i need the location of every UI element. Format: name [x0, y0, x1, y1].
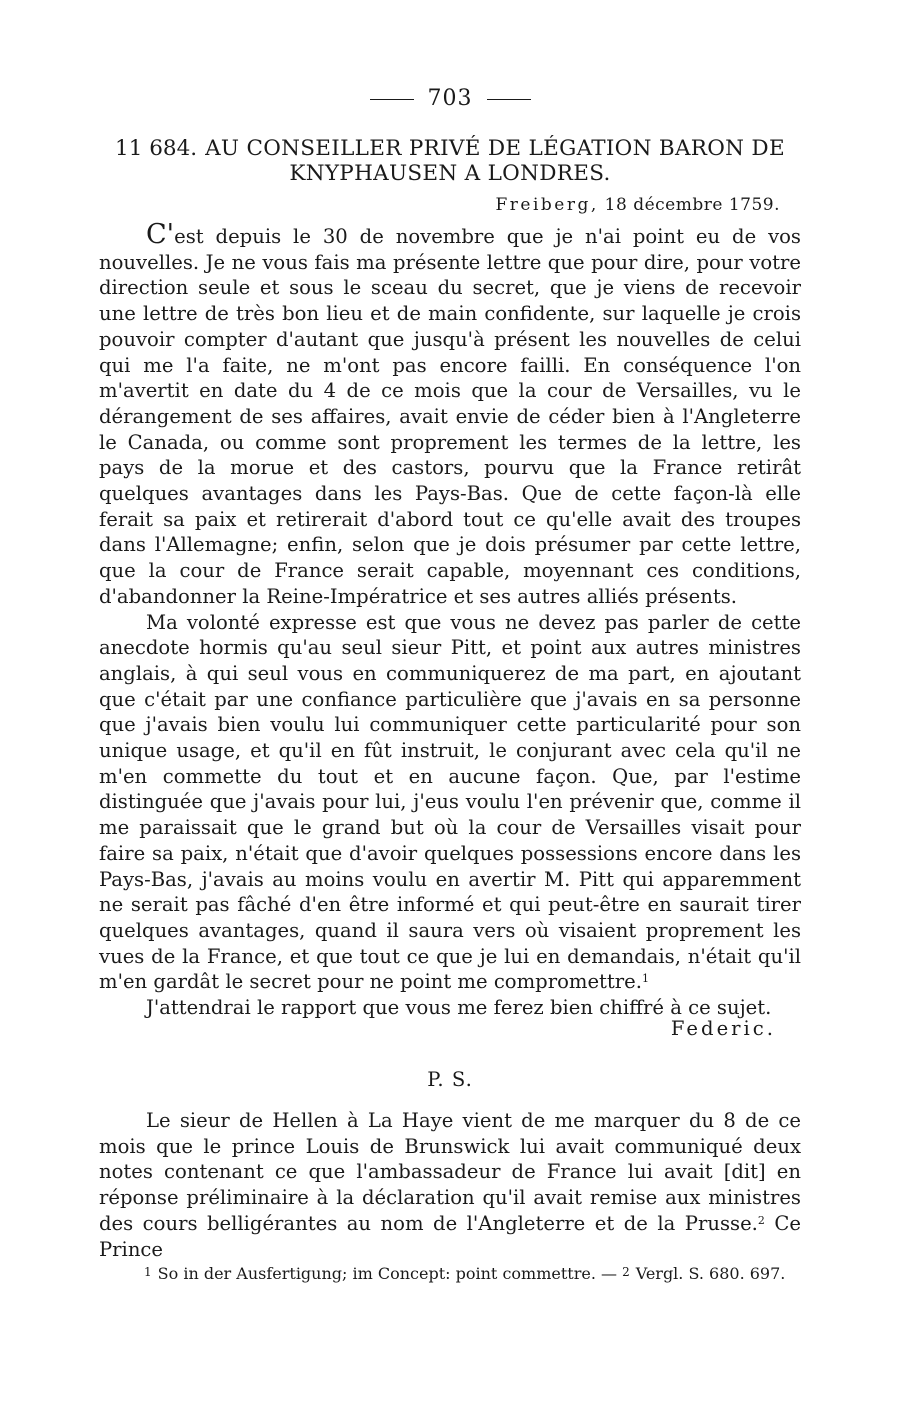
ps-heading: P. S. — [427, 1068, 473, 1091]
letter-body — [99, 219, 801, 1021]
footnote-ref-2[interactable]: 2 — [757, 1213, 765, 1227]
letter-title: AU CONSEILLER PRIVÉ DE LÉGATION BARON DE KNYPHAUSEN A LONDRES. — [205, 136, 785, 186]
letter-number: 11 684. — [115, 136, 198, 161]
footnote-text-1: So in der Ausfertigung; im Concept: point commettre. — — [157, 1264, 617, 1283]
ps-paragraph — [99, 1108, 801, 1262]
footnote-ref-1[interactable]: 1 — [642, 972, 649, 986]
initial-letter: C' — [146, 219, 175, 250]
letter-heading — [100, 136, 800, 186]
page-number-dash-right — [487, 99, 531, 100]
ps-body — [99, 1108, 801, 1262]
paragraph-2-text: Ma volonté expresse est que vous ne devez pas parler de cette anecdote hormis qu'au seul sieur Pitt, et point aux autres ministres anglais, à qui seul vous en communiquerez de ma part, en ajoutant que c'était par une confiance particulière que j'avais en sa personne que j'avais bien voulu lui communiquer cette particularité pour son unique usage, et qu'il en fût instruit, le conjurant avec cela qu'il ne m'en commette du tout et en aucune façon. Que, par l'estime distinguée que j'avais pour lui, j'eus voulu l'en prévenir que, comme il me paraissait que le grand but où la cour de Versailles visait pour faire sa paix, n'était que d'avoir quelques possessions encore dans les Pays-Bas, j'avais au moins voulu en avertir M. Pitt qui apparemment ne serait pas fâché d'en être informé et qui peut-être en saurait tirer quelques avantages, quand il saura vers où visaient proprement les vues de la France, et que tout ce que je lui en demandais, n'était qu'il m'en gardât le secret pour ne point me compromettre. — [99, 610, 801, 994]
paragraph-1 — [99, 219, 801, 610]
footnote-mark-1: 1 — [144, 1265, 152, 1279]
footnote-mark-2: 2 — [622, 1265, 630, 1279]
date-place: Freiberg, — [495, 195, 599, 215]
footnote-text-2: Vergl. S. 680. 697. — [635, 1264, 786, 1283]
dateline — [495, 195, 780, 215]
page-number-text: 703 — [427, 86, 473, 111]
footnotes — [144, 1262, 804, 1284]
paragraph-3-text: J'attendrai le rapport que vous me ferez bien chiffré à ce sujet. — [146, 996, 772, 1020]
ps-paragraph-continuation: Ce Prince — [99, 1211, 801, 1261]
paragraph-1-text: est depuis le 30 de novembre que je n'ai point eu de vos nouvelles. Je ne vous fais ma présente lettre que pour dire, pour votre direction seule et sous le sceau du secret, que je viens de recevoir une lettre de très bon lieu et de main confidente, sur laquelle je crois pouvoir compter d'autant que jusqu'à présent les nouvelles de celui qui me l'a faite, ne m'ont pas encore failli. En conséquence l'on m'avertit en date du 4 de ce mois que la cour de Versailles, vu le dérangement de ses affaires, avait envie de céder bien à l'Angleterre le Canada, ou comme sont proprement les termes de la lettre, les pays de la morue et des castors, pourvu que la France retirât quelques avantages dans les Pays-Bas. Que de cette façon-là elle ferait sa paix et retirerait d'abord tout ce qu'elle avait des troupes dans l'Allemagne; enfin, selon que je dois présumer par cette lettre, que la cour de France serait capable, moyennant ces conditions, d'abandonner la Reine-Impératrice et ses autres alliés présents. — [99, 225, 801, 608]
date-text: 18 décembre 1759. — [604, 195, 780, 215]
page-number-dash-left — [370, 99, 414, 100]
page-number — [0, 86, 900, 111]
ps-paragraph-text: Le sieur de Hellen à La Haye vient de me marquer du 8 de ce mois que le prince Louis de Brunswick lui avait communiqué deux notes contenant ce que l'ambassadeur de France lui avait [dit] en réponse préliminaire à la déclaration qu'il avait remise aux ministres des cours belligérantes au nom de l'Angleterre et de la Prusse. — [99, 1109, 801, 1235]
paragraph-2 — [99, 610, 801, 996]
signature: Federic. — [670, 1017, 776, 1040]
